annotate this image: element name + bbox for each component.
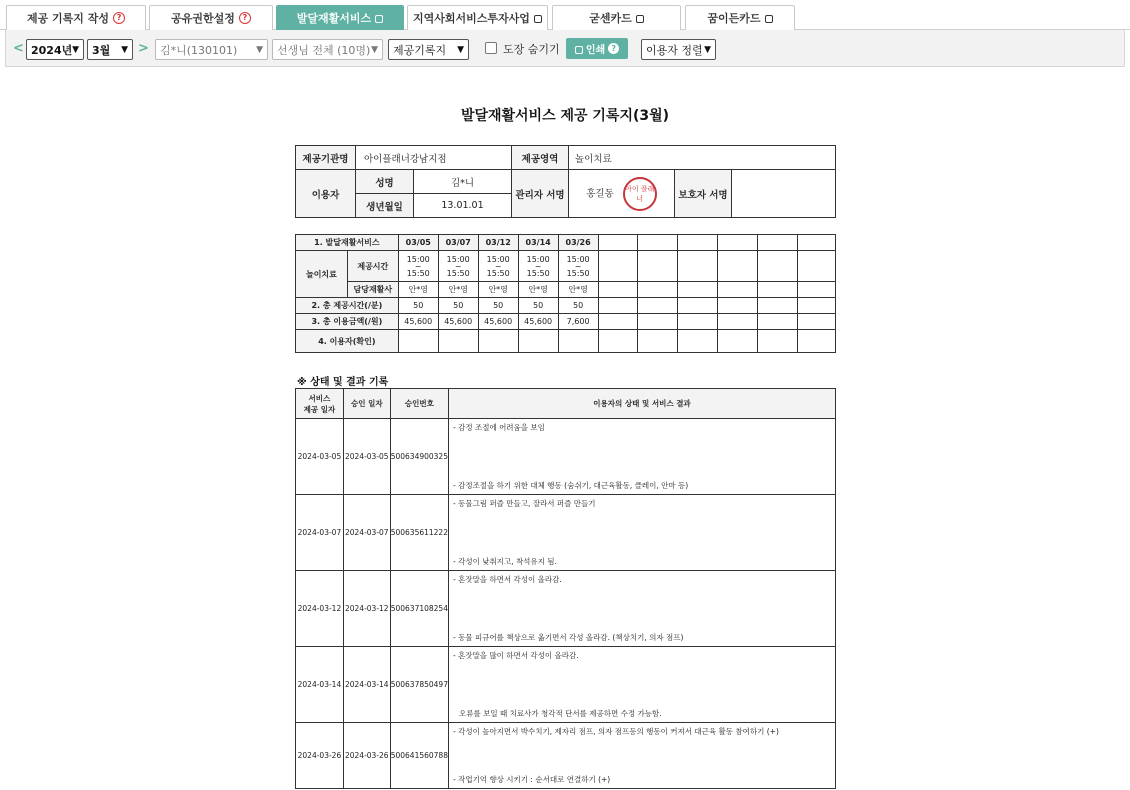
record-result-line1: - 혼잣말을 하면서 각성이 올라감. (452, 575, 562, 584)
empty-cell (758, 235, 798, 251)
date-cell: 03/14 (518, 235, 558, 251)
total-time-label: 2. 총 제공시간(/분) (296, 298, 399, 314)
total-amount-cell: 45,600 (438, 314, 478, 330)
empty-cell (718, 330, 758, 353)
record-result (448, 419, 835, 495)
total-time-cell: 50 (558, 298, 598, 314)
confirm-label: 4. 이용자(확인) (296, 330, 399, 353)
total-amount-cell: 7,600 (558, 314, 598, 330)
help-icon[interactable]: ? (113, 12, 125, 24)
empty-cell (758, 298, 798, 314)
service-table (295, 234, 836, 353)
record-approval-no: 500637108254 (390, 571, 448, 647)
empty-cell (638, 251, 678, 282)
area-cell: 놀이치료 (296, 251, 348, 298)
time-cell: 15:00 ~ 15:50 (478, 251, 518, 282)
help-icon[interactable]: ? (239, 12, 251, 24)
chevron-down-icon: ▼ (457, 44, 464, 55)
time-label: 제공시간 (347, 251, 398, 282)
year-value: 2024년 (31, 43, 73, 57)
sort-select[interactable] (641, 39, 716, 60)
record-result (448, 571, 835, 647)
records-header-result: 이용자의 상태 및 서비스 결과 (448, 389, 835, 419)
staff-cell: 안*영 (558, 282, 598, 298)
record-approval-date: 2024-03-26 (343, 723, 390, 789)
empty-cell (598, 251, 638, 282)
confirm-cell (518, 330, 558, 353)
record-section-title: ※ 상태 및 결과 기록 (297, 377, 389, 388)
total-amount-label: 3. 총 이용금액(/원) (296, 314, 399, 330)
record-approval-no: 500637850497 (390, 647, 448, 723)
confirm-cell (398, 330, 438, 353)
table-row (296, 495, 836, 571)
empty-cell (798, 298, 836, 314)
tab-label: 지역사회서비스투자사업 (413, 12, 530, 25)
tab-label: 제공 기록지 작성 (26, 12, 110, 25)
service-header: 1. 발달재활서비스 (296, 235, 399, 251)
empty-cell (598, 314, 638, 330)
tab-label: 꿈이든카드 (707, 12, 761, 25)
empty-cell (718, 251, 758, 282)
total-time-cell: 50 (438, 298, 478, 314)
empty-cell (718, 282, 758, 298)
empty-cell (758, 251, 798, 282)
confirm-cell (438, 330, 478, 353)
time-cell: 15:00 ~ 15:50 (518, 251, 558, 282)
guardian-sign-cell (732, 170, 836, 218)
info-table (295, 145, 836, 218)
total-amount-cell: 45,600 (478, 314, 518, 330)
user-label: 이용자 (296, 170, 356, 218)
manager-name: 홍길동 (586, 188, 614, 199)
record-result-line1: - 혼잣말을 많이 하면서 각성이 올라감. (452, 651, 579, 660)
record-result-line1: - 각성이 높아지면서 박수치기, 제자리 점프, 의자 점프등의 행동이 커져서 대근육 활동 참여하기 (+) (452, 727, 779, 736)
record-date: 2024-03-12 (296, 571, 344, 647)
empty-cell (638, 330, 678, 353)
staff-cell: 안*영 (438, 282, 478, 298)
record-result-line1: - 감정 조절에 어려움을 보임 (452, 423, 545, 432)
date-cell: 03/12 (478, 235, 518, 251)
time-cell: 15:00 ~ 15:50 (438, 251, 478, 282)
staff-cell: 안*영 (398, 282, 438, 298)
prev-month-arrow[interactable]: < (13, 41, 24, 56)
date-cell: 03/05 (398, 235, 438, 251)
chevron-down-icon: ▼ (704, 44, 711, 55)
record-result-line2: - 감정조절을 하기 위한 대체 행동 (숨쉬기, 대근육활동, 클레이, 안마 등) (452, 481, 689, 490)
lock-icon (765, 15, 773, 23)
time-cell: 15:00 ~ 15:50 (558, 251, 598, 282)
empty-cell (638, 235, 678, 251)
record-approval-date: 2024-03-07 (343, 495, 390, 571)
record-result-line1: - 동물그림 퍼즐 만들고, 잘라서 퍼즐 만들기 (452, 499, 596, 508)
tab-gutsen-card[interactable] (552, 5, 681, 30)
provider-label: 제공기관명 (296, 146, 356, 170)
record-approval-date: 2024-03-12 (343, 571, 390, 647)
record-date: 2024-03-05 (296, 419, 344, 495)
records-header-approval-date: 승인 일자 (343, 389, 390, 419)
time-cell: 15:00 ~ 15:50 (398, 251, 438, 282)
record-result (448, 495, 835, 571)
date-cell: 03/26 (558, 235, 598, 251)
print-label: 인쇄 (585, 45, 606, 56)
empty-cell (718, 314, 758, 330)
lock-icon (375, 15, 383, 23)
table-row (296, 723, 836, 789)
record-result-line2: - 동물 피규어를 책상으로 옮기면서 각성 올라감. (책상치기, 의자 점프) (452, 633, 684, 642)
empty-cell (758, 282, 798, 298)
empty-cell (798, 330, 836, 353)
table-row (296, 419, 836, 495)
doc-type-select[interactable] (388, 39, 469, 60)
print-button[interactable] (566, 38, 628, 59)
empty-cell (678, 235, 718, 251)
empty-cell (798, 251, 836, 282)
empty-cell (718, 235, 758, 251)
empty-cell (718, 298, 758, 314)
record-approval-no: 500635611222 (390, 495, 448, 571)
birth-label: 생년월일 (356, 194, 414, 218)
hide-stamp-label[interactable]: 도장 숨기기 (503, 43, 560, 56)
empty-cell (798, 282, 836, 298)
table-row (296, 647, 836, 723)
empty-cell (798, 314, 836, 330)
record-result-line2: 오류를 보일 때 치료사가 청각적 단서를 제공하면 수정 가능함. (458, 709, 662, 718)
lock-icon (534, 15, 542, 23)
record-result-line2: - 각성이 낮춰지고, 착석유지 됨. (452, 557, 557, 566)
empty-cell (638, 298, 678, 314)
record-result-line2: - 작업기억 향상 시키기 : 순서대로 연결하기 (+) (452, 775, 611, 784)
tab-label: 굳센카드 (589, 12, 632, 25)
tab-development-rehab[interactable] (276, 5, 404, 30)
records-header-date: 서비스 제공 일자 (296, 389, 344, 419)
chevron-down-icon: ▼ (371, 44, 378, 55)
sort-value: 이용자 정렬 (646, 43, 703, 57)
user-select[interactable] (155, 39, 268, 60)
birth-value: 13.01.01 (414, 194, 512, 218)
empty-cell (678, 251, 718, 282)
empty-cell (598, 330, 638, 353)
area-value: 놀이치료 (569, 146, 836, 170)
chevron-down-icon: ▼ (121, 44, 128, 55)
record-approval-no: 500634900325 (390, 419, 448, 495)
guardian-sign-label: 보호자 서명 (675, 170, 732, 218)
tab-community-service[interactable] (407, 5, 548, 30)
user-value: 김*니(130101) (160, 43, 238, 57)
staff-label: 담당재활사 (347, 282, 398, 298)
lock-icon (636, 15, 644, 23)
name-label: 성명 (356, 170, 414, 194)
name-value: 김*니 (414, 170, 512, 194)
chevron-down-icon: ▼ (72, 44, 79, 55)
total-time-cell: 50 (398, 298, 438, 314)
hide-stamp-checkbox[interactable] (485, 42, 497, 54)
empty-cell (638, 314, 678, 330)
teacher-value: 선생님 전체 (10명) (277, 43, 371, 57)
toolbar (5, 30, 1125, 67)
empty-cell (758, 314, 798, 330)
record-approval-no: 500641560788 (390, 723, 448, 789)
lock-icon (575, 46, 583, 54)
tab-dream-card[interactable] (685, 5, 795, 30)
help-icon[interactable]: ? (608, 43, 619, 54)
staff-cell: 안*영 (518, 282, 558, 298)
seal-stamp: 아이 플래 너 (623, 177, 657, 211)
confirm-cell (558, 330, 598, 353)
empty-cell (598, 298, 638, 314)
year-select[interactable] (26, 39, 84, 60)
total-time-cell: 50 (478, 298, 518, 314)
area-label: 제공영역 (512, 146, 569, 170)
records-table (295, 388, 836, 789)
empty-cell (678, 330, 718, 353)
tab-label: 공유권한설정 (171, 12, 235, 25)
chevron-down-icon: ▼ (256, 44, 263, 55)
empty-cell (678, 298, 718, 314)
month-select[interactable] (87, 39, 133, 60)
tab-label: 발달재활서비스 (296, 12, 372, 25)
records-header-approval-no: 승인번호 (390, 389, 448, 419)
record-result (448, 723, 835, 789)
teacher-select[interactable] (272, 39, 383, 60)
manager-sign-label: 관리자 서명 (512, 170, 569, 218)
record-approval-date: 2024-03-05 (343, 419, 390, 495)
total-amount-cell: 45,600 (398, 314, 438, 330)
total-time-cell: 50 (518, 298, 558, 314)
table-row (296, 571, 836, 647)
record-date: 2024-03-14 (296, 647, 344, 723)
total-amount-cell: 45,600 (518, 314, 558, 330)
empty-cell (598, 282, 638, 298)
manager-sign-cell (569, 170, 675, 218)
empty-cell (678, 282, 718, 298)
empty-cell (758, 330, 798, 353)
doc-type-value: 제공기록지 (393, 43, 447, 57)
date-cell: 03/07 (438, 235, 478, 251)
staff-cell: 안*영 (478, 282, 518, 298)
tab-record-write[interactable] (6, 5, 146, 30)
tab-bar (0, 0, 1130, 30)
empty-cell (598, 235, 638, 251)
record-result (448, 647, 835, 723)
provider-value: 아이플래너강남지점 (356, 146, 512, 170)
month-value: 3월 (92, 43, 111, 57)
tab-share-permission[interactable] (149, 5, 273, 30)
record-approval-date: 2024-03-14 (343, 647, 390, 723)
empty-cell (638, 282, 678, 298)
empty-cell (678, 314, 718, 330)
record-date: 2024-03-07 (296, 495, 344, 571)
document-title: 발달재활서비스 제공 기록지(3월) (460, 108, 670, 124)
confirm-cell (478, 330, 518, 353)
record-date: 2024-03-26 (296, 723, 344, 789)
next-month-arrow[interactable]: > (138, 41, 149, 56)
empty-cell (798, 235, 836, 251)
